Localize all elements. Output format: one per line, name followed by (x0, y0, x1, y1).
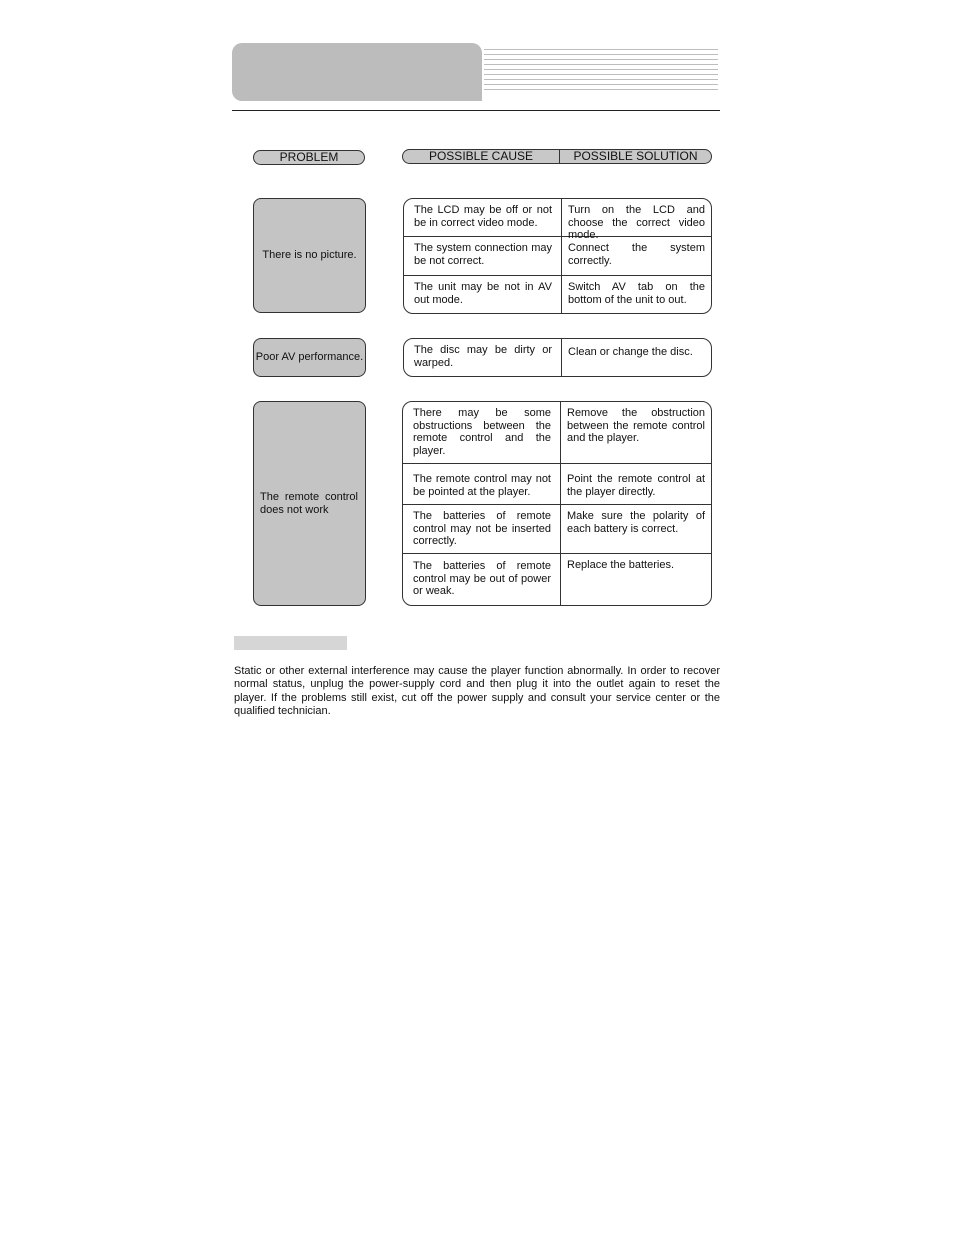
problem-remote-control (253, 401, 366, 606)
cause-cell: There may be some obstructions between the remote control and the player. (403, 402, 561, 463)
solution-cell: Clean or change the disc. (568, 346, 693, 358)
solution-cell: Remove the obstruction between the remote control and the player. (567, 407, 705, 444)
solution-cell: Connect the system correctly. (568, 242, 705, 267)
cause-cell: The system connection may be not correct. (404, 237, 562, 275)
table-row (404, 339, 711, 377)
solution-cell: Switch AV tab on the bottom of the unit to out. (568, 281, 705, 306)
solution-column-header: POSSIBLE SOLUTION (573, 149, 698, 163)
cause-cell: The batteries of remote control may be out of power or weak. (403, 554, 561, 606)
causes-table-poor-av (403, 338, 712, 377)
problem-label: Poor AV performance. (255, 351, 364, 363)
cause-solution-column-header (402, 149, 712, 164)
solution-cell: Point the remote control at the player directly. (567, 473, 705, 498)
table-row (404, 275, 711, 314)
note-paragraph: Static or other external interference may cause the player function abnormally. In order to recover normal status, unplug the power-supply cord and then plug it into the outlet again to reset the player. If the problems still exist, cut off the power supply and consult your service center or the qualified technician. (234, 665, 720, 718)
table-row (404, 236, 711, 275)
causes-table-no-picture (403, 198, 712, 314)
header-tab (232, 43, 482, 101)
section-heading-bar (234, 636, 347, 650)
problem-label: There is no picture. (262, 249, 357, 261)
solution-cell: Make sure the polarity of each battery is correct. (567, 510, 705, 535)
solution-cell: Replace the batteries. (567, 559, 675, 571)
cause-cell: The unit may be not in AV out mode. (404, 276, 562, 314)
cause-cell: The LCD may be off or not be in correct video mode. (404, 199, 562, 236)
table-row (403, 402, 711, 463)
solution-cell: Turn on the LCD and choose the correct video mode. (568, 204, 705, 241)
problem-column-header: PROBLEM (253, 150, 365, 165)
header-rule (232, 110, 720, 111)
header-lines (484, 49, 718, 95)
cause-column-header: POSSIBLE CAUSE (403, 150, 560, 163)
problem-no-picture (253, 198, 366, 313)
cause-cell: The disc may be dirty or warped. (404, 339, 562, 377)
problem-poor-av (253, 338, 366, 377)
problem-label: The remote control does not work (260, 490, 358, 516)
causes-table-remote-control (402, 401, 712, 606)
table-row (403, 553, 711, 606)
table-row (403, 463, 711, 504)
table-row (403, 504, 711, 553)
cause-cell: The batteries of remote control may not be inserted correctly. (403, 505, 561, 553)
table-row (404, 199, 711, 241)
cause-cell: The remote control may not be pointed at the player. (403, 464, 561, 504)
